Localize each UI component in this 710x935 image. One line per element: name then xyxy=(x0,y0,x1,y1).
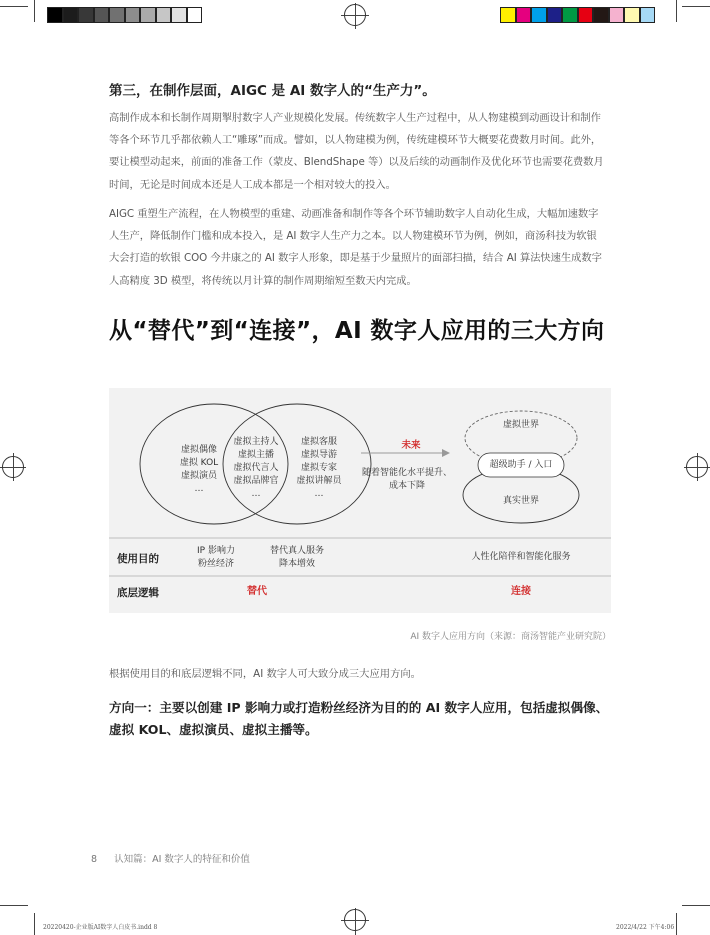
paragraph-line: 要让模型动起来，前面的准备工作（蒙皮、BlendShape 等）以及后续的动画制作及优化环节也需要花费数月 xyxy=(109,156,604,169)
slug-filename: 20220420-企业版AI数字人白皮书.indd 8 xyxy=(43,924,158,931)
paragraph-line: 人高精度 3D 模型，将传统以月计算的制作周期缩短至数天内完成。 xyxy=(109,274,417,287)
page-footer xyxy=(91,851,250,865)
future-arrow-head xyxy=(442,449,450,457)
color-swatch xyxy=(47,7,63,23)
color-swatch xyxy=(63,7,79,23)
color-swatch xyxy=(547,7,563,23)
color-swatch xyxy=(609,7,625,23)
purpose-replace-line: 替代真人服务 xyxy=(269,546,324,556)
arrow-caption-line: 成本下降 xyxy=(388,481,425,491)
color-swatch xyxy=(624,7,640,23)
color-swatch xyxy=(531,7,547,23)
venn-right-list xyxy=(287,436,351,501)
paragraph-line: 高制作成本和长制作周期掣肘数字人产业规模化发展。传统数字人生产过程中，从人物建模到动画设计和制作 xyxy=(109,112,601,124)
venn-right-item: 虚拟客服 xyxy=(300,437,337,447)
section-heading: 第三，在制作层面，AIGC 是 AI 数字人的“生产力”。 xyxy=(109,83,436,99)
purpose-replace-line: 降本增效 xyxy=(278,559,315,569)
purpose-replace-service xyxy=(257,545,337,571)
paragraph-line: 时间，无论是时间成本还是人工成本都是一个相对较大的投入。 xyxy=(109,178,396,191)
page-number: 8 xyxy=(91,854,98,865)
color-swatch xyxy=(140,7,156,23)
color-swatch xyxy=(578,7,594,23)
venn-left-item: 虚拟偶像 xyxy=(180,445,217,455)
color-swatch xyxy=(516,7,532,23)
paragraph-line: 大会打造的软银 COO 今井康之的 AI 数字人形象，即是基于少量照片的面部扫描，结合 AI 算法快速生成数字 xyxy=(109,252,602,265)
real-world-label: 真实世界 xyxy=(502,496,539,506)
color-swatch xyxy=(109,7,125,23)
application-direction-figure xyxy=(109,388,611,613)
paragraph-line: AIGC 重塑生产流程，在人物模型的重建、动画准备和制作等各个环节辅助数字人自动化生成，大幅加速数字 xyxy=(109,208,599,220)
super-assistant-label: 超级助手 / 入口 xyxy=(489,460,553,470)
venn-overlap-item: 虚拟主持人 xyxy=(233,437,279,447)
figure-caption: AI 数字人应用方向（来源：商汤智能产业研究院） xyxy=(410,632,611,642)
venn-overlap-item: 虚拟代言人 xyxy=(233,463,279,473)
venn-left-list xyxy=(172,444,226,496)
color-swatch xyxy=(125,7,141,23)
row-label-logic: 底层逻辑 xyxy=(117,587,159,599)
purpose-companion-service: 人性化陪伴和智能化服务 xyxy=(471,552,571,562)
arrow-caption xyxy=(359,467,455,493)
chapter-title: 从“替代”到“连接”，AI 数字人应用的三大方向 xyxy=(109,318,605,344)
paragraph-line: 人生产，降低制作门槛和成本投入，是 AI 数字人生产力之本。以人物建模环节为例，例如，商汤科技为软银 xyxy=(109,230,597,243)
direction-one xyxy=(109,697,609,741)
venn-left-item: 虚拟 KOL xyxy=(179,458,219,468)
slug-timestamp: 2022/4/22 下午4:06 xyxy=(616,924,675,931)
virtual-world-label: 虚拟世界 xyxy=(502,420,539,430)
venn-overlap-item: … xyxy=(251,489,261,499)
color-swatch xyxy=(562,7,578,23)
color-swatch xyxy=(171,7,187,23)
color-swatch xyxy=(156,7,172,23)
color-swatch-bar xyxy=(500,7,655,23)
intro-sentence: 根据使用目的和底层逻辑不同，AI 数字人可大致分成三大应用方向。 xyxy=(109,668,421,680)
color-swatch xyxy=(187,7,203,23)
venn-right-item: … xyxy=(314,489,324,499)
row-label-purpose: 使用目的 xyxy=(117,553,159,565)
paragraph-production-cost xyxy=(109,107,602,196)
color-swatch xyxy=(94,7,110,23)
gray-swatch-bar xyxy=(47,7,202,23)
purpose-ip xyxy=(181,545,251,571)
venn-right-item: 虚拟讲解员 xyxy=(296,476,342,486)
logic-replace: 替代 xyxy=(247,586,267,597)
color-swatch xyxy=(500,7,516,23)
direction-line: 方向一：主要以创建 IP 影响力或打造粉丝经济为目的的 AI 数字人应用，包括虚拟偶像、 xyxy=(109,700,609,715)
color-swatch xyxy=(593,7,609,23)
venn-left-item: 虚拟演员 xyxy=(180,471,217,481)
logic-connect: 连接 xyxy=(511,586,531,597)
paragraph-aigc-reshape xyxy=(109,203,602,292)
color-swatch xyxy=(78,7,94,23)
venn-right-item: 虚拟专家 xyxy=(300,463,337,473)
footer-chapter: 认知篇：AI 数字人的特征和价值 xyxy=(114,854,250,865)
paragraph-line: 等各个环节几乎都依赖人工“雕琢”而成。譬如，以人物建模为例，传统建模环节大概要花费数月时间。此外， xyxy=(109,134,602,147)
purpose-ip-line: 粉丝经济 xyxy=(197,559,234,569)
venn-overlap-item: 虚拟主播 xyxy=(237,450,274,460)
future-label: 未来 xyxy=(401,440,421,451)
venn-overlap-list xyxy=(227,436,285,501)
color-swatch xyxy=(640,7,656,23)
venn-right-item: 虚拟导游 xyxy=(300,450,337,460)
venn-overlap-item: 虚拟品牌官 xyxy=(233,476,279,486)
purpose-ip-line: IP 影响力 xyxy=(197,546,235,556)
venn-left-item: … xyxy=(194,484,204,494)
direction-line: 虚拟 KOL、虚拟演员、虚拟主播等。 xyxy=(109,722,318,737)
arrow-caption-line: 随着智能化水平提升、 xyxy=(361,468,452,478)
